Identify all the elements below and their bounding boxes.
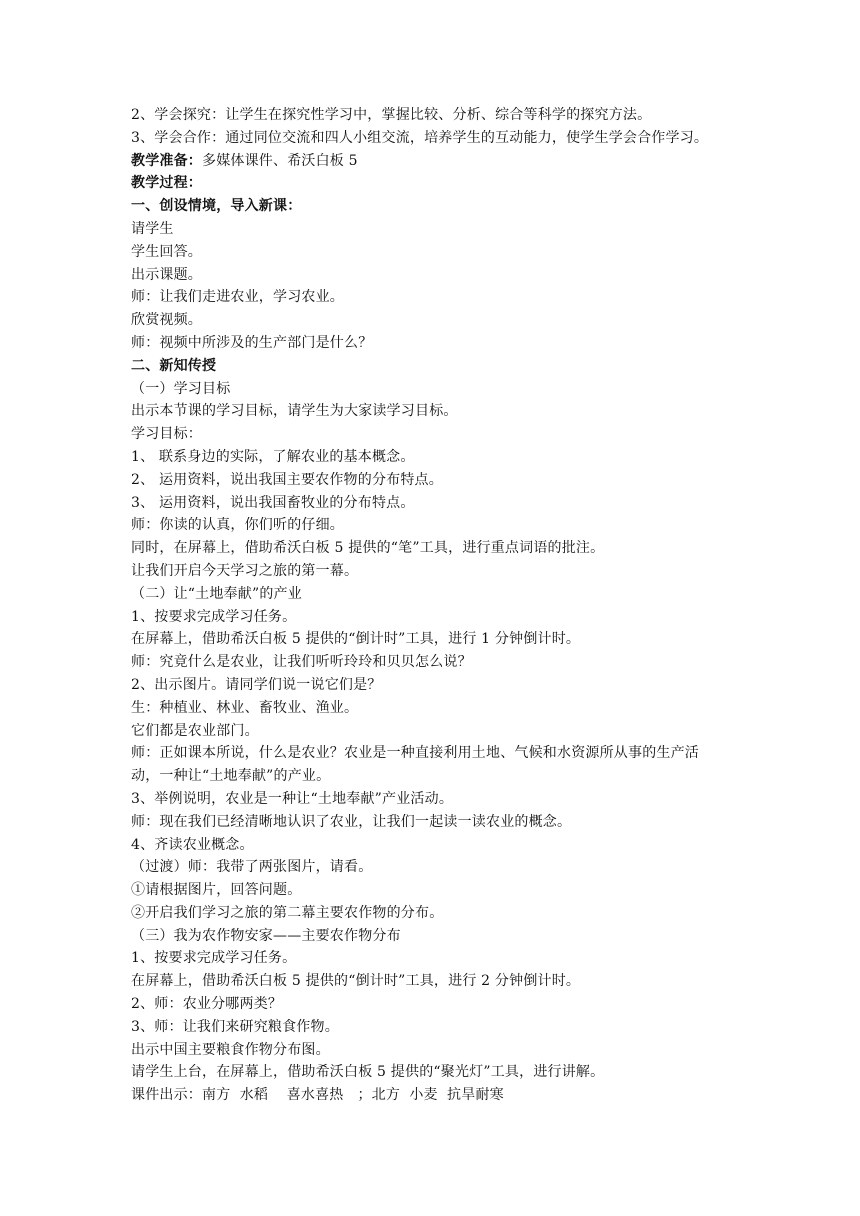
- text-line: 学生回答。: [131, 243, 202, 260]
- text-line: 欣赏视频。: [131, 312, 202, 329]
- text-line: 3、学会合作：通过同位交流和四人小组交流，培养学生的互动能力，使学生学会合作学习。: [131, 129, 709, 146]
- text-line: 2、师：农业分哪两类？: [131, 996, 283, 1013]
- document-page: [131, 104, 811, 1107]
- text-line: ②开启我们学习之旅的第二幕主要农作物的分布。: [131, 904, 444, 921]
- teaching-preparation-line: [131, 150, 811, 173]
- text-line: 师：究竟什么是农业，让我们听听玲玲和贝贝怎么说？: [131, 654, 472, 671]
- text-line: 师：你读的认真，你们听的仔细。: [131, 517, 344, 534]
- text-line: （二）让“土地奉献”的产业: [131, 585, 302, 602]
- text-line: （过渡）师：我带了两张图片，请看。: [131, 859, 373, 876]
- text-line: 出示课题。: [131, 266, 202, 283]
- text-line: 2、出示图片。请同学们说一说它们是？: [131, 676, 382, 693]
- text-line: 出示本节课的学习目标，请学生为大家读学习目标。: [131, 403, 458, 420]
- text-line: 课件出示：南方 水稻 喜水喜热 ；北方 小麦 抗旱耐寒: [131, 1087, 504, 1104]
- text-line: 出示中国主要粮食作物分布图。: [131, 1041, 330, 1058]
- text-line: 让我们开启今天学习之旅的第一幕。: [131, 562, 359, 579]
- text-line: 在屏幕上，借助希沃白板 5 提供的“倒计时”工具，进行 2 分钟倒计时。: [131, 973, 581, 990]
- text-line: 2、学会探究：让学生在探究性学习中，掌握比较、分析、综合等科学的探究方法。: [131, 107, 652, 123]
- section-heading: 一、创设情境，导入新课：: [131, 198, 302, 215]
- text-line: 师：现在我们已经清晰地认识了农业，让我们一起读一读农业的概念。: [131, 813, 572, 830]
- text-line: （一）学习目标: [131, 380, 231, 397]
- teaching-preparation-value: 多媒体课件、希沃白板 5: [202, 152, 358, 169]
- section-heading: 二、新知传授: [131, 357, 217, 374]
- text-line: 请学生上台，在屏幕上，借助希沃白板 5 提供的“聚光灯”工具，进行讲解。: [131, 1064, 605, 1081]
- text-line: 3、举例说明，农业是一种让“土地奉献”产业活动。: [131, 790, 454, 807]
- text-line: 师：让我们走进农业，学习农业。: [131, 289, 344, 306]
- text-line: 动，一种让“土地奉献”的产业。: [131, 768, 331, 785]
- section-heading: 教学过程：: [131, 175, 202, 192]
- text-line: 1、 联系身边的实际，了解农业的基本概念。: [131, 448, 415, 465]
- text-line: （三）我为农作物安家——主要农作物分布: [131, 927, 401, 944]
- text-line: 生：种植业、林业、畜牧业、渔业。: [131, 699, 359, 716]
- teaching-preparation-label: 教学准备：: [131, 152, 202, 169]
- text-line: 4、齐读农业概念。: [131, 836, 254, 853]
- text-line: 它们都是农业部门。: [131, 722, 259, 739]
- text-line: 学习目标：: [131, 426, 202, 443]
- text-line: 在屏幕上，借助希沃白板 5 提供的“倒计时”工具，进行 1 分钟倒计时。: [131, 631, 581, 648]
- text-line: 2、 运用资料，说出我国主要农作物的分布特点。: [131, 471, 443, 488]
- text-line: ①请根据图片，回答问题。: [131, 882, 302, 899]
- text-line: 3、 运用资料，说出我国畜牧业的分布特点。: [131, 494, 415, 511]
- text-line: 师：视频中所涉及的生产部门是什么？: [131, 334, 373, 351]
- text-line: 请学生: [131, 220, 174, 237]
- text-line: 3、师：让我们来研究粮食作物。: [131, 1018, 339, 1035]
- text-line: 1、按要求完成学习任务。: [131, 950, 297, 967]
- text-line: 师：正如课本所说，什么是农业？农业是一种直接利用土地、气候和水资源所从事的生产活: [131, 745, 699, 762]
- text-line: 1、按要求完成学习任务。: [131, 608, 297, 625]
- text-line: 同时，在屏幕上，借助希沃白板 5 提供的“笔”工具，进行重点词语的批注。: [131, 540, 605, 557]
